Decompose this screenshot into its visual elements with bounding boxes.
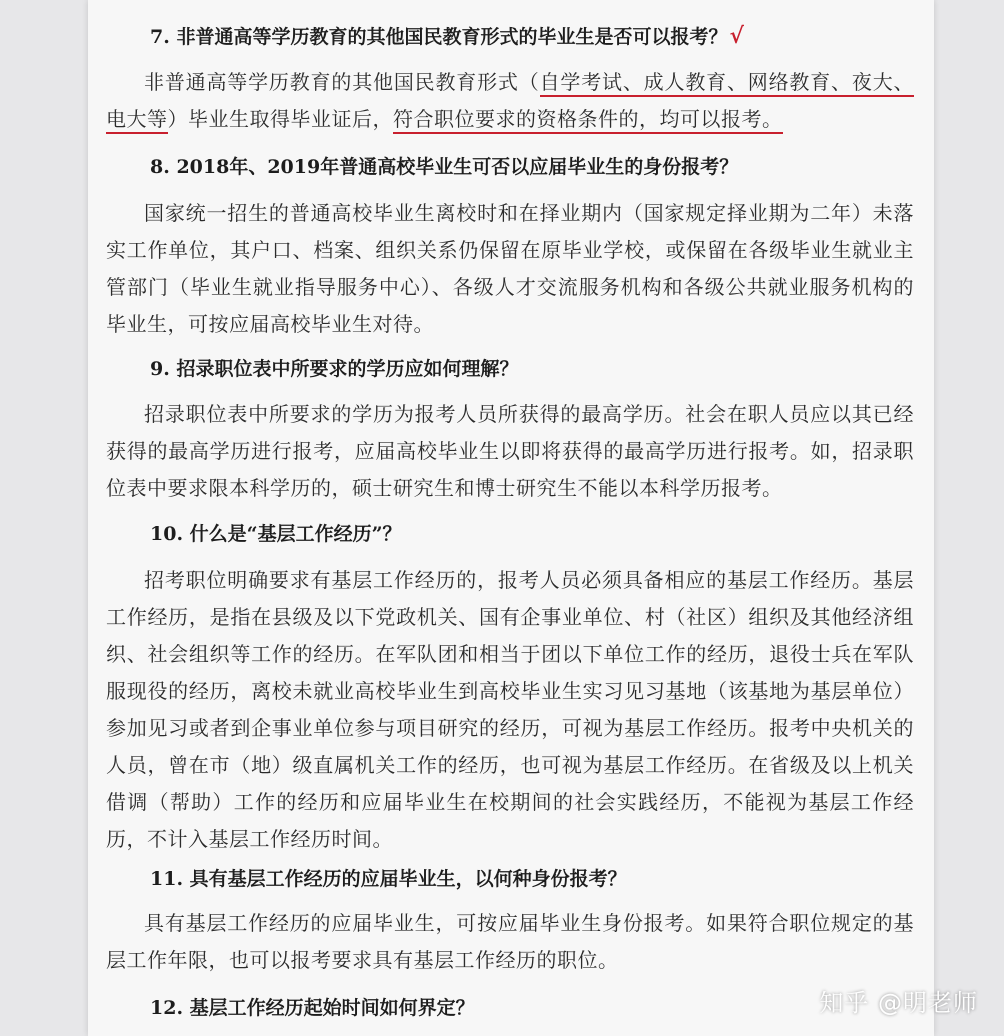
document-page [88,0,934,1036]
answer-7-underlined-1: 自学考试、成人教育、网络教育、夜大、电大等 [106,70,914,134]
question-8-title: 8. 2018年、2019年普通高校毕业生可否以应届毕业生的身份报考？ [150,156,739,178]
answer-7-part-2: ）毕业生取得毕业证后， [167,107,393,131]
zhihu-watermark: 知乎 @明老师 [819,989,978,1017]
answer-7 [106,64,914,138]
question-11-title: 11. 具有基层工作经历的应届毕业生，以何种身份报考？ [150,868,627,890]
question-7-title [150,22,914,49]
answer-10: 招考职位明确要求有基层工作经历的，报考人员必须具备相应的基层工作经历。基层工作经历，是指在县级及以下党政机关、国有企事业单位、村（社区）组织及其他经济组织、社会组织等工作的经历。在军队团和相当于团以下单位工作的经历，退役士兵在军队服现役的经历，离校未就业高校毕业生到高校毕业生实习见习基地（该基地为基层单位）参加见习或者到企事业单位参与项目研究的经历，可视为基层工作经历。报考中央机关的人员，曾在市（地）级直属机关工作的经历，也可视为基层工作经历。在省级及以上机关借调（帮助）工作的经历和应届毕业生在校期间的社会实践经历，不能视为基层工作经历，不计入基层工作经历时间。 [106,568,914,851]
red-checkmark: √ [729,23,744,49]
answer-9: 招录职位表中所要求的学历为报考人员所获得的最高学历。社会在职人员应以其已经获得的最高学历进行报考，应届高校毕业生以即将获得的最高学历进行报考。如，招录职位表中要求限本科学历的，硕士研究生和博士研究生不能以本科学历报考。 [106,402,914,500]
answer-7-part-1: 非普通高等学历教育的其他国民教育形式（ [144,70,540,94]
question-7-text: 7. 非普通高等学历教育的其他国民教育形式的毕业生是否可以报考？ [150,26,728,48]
answer-11: 具有基层工作经历的应届毕业生，可按应届毕业生身份报考。如果符合职位规定的基层工作年限，也可以报考要求具有基层工作经历的职位。 [106,911,914,972]
question-12-title: 12. 基层工作经历起始时间如何界定？ [150,997,475,1019]
answer-7-underlined-2: 符合职位要求的资格条件的，均可以报考。 [393,107,783,134]
question-9-title: 9. 招录职位表中所要求的学历应如何理解？ [150,358,519,380]
answer-8: 国家统一招生的普通高校毕业生离校时和在择业期内（国家规定择业期为二年）未落实工作单位，其户口、档案、组织关系仍保留在原毕业学校，或保留在各级毕业生就业主管部门（毕业生就业指导服务中心）、各级人才交流服务机构和各级公共就业服务机构的毕业生，可按应届高校毕业生对待。 [106,201,914,336]
question-10-title: 10. 什么是“基层工作经历”？ [150,523,402,545]
